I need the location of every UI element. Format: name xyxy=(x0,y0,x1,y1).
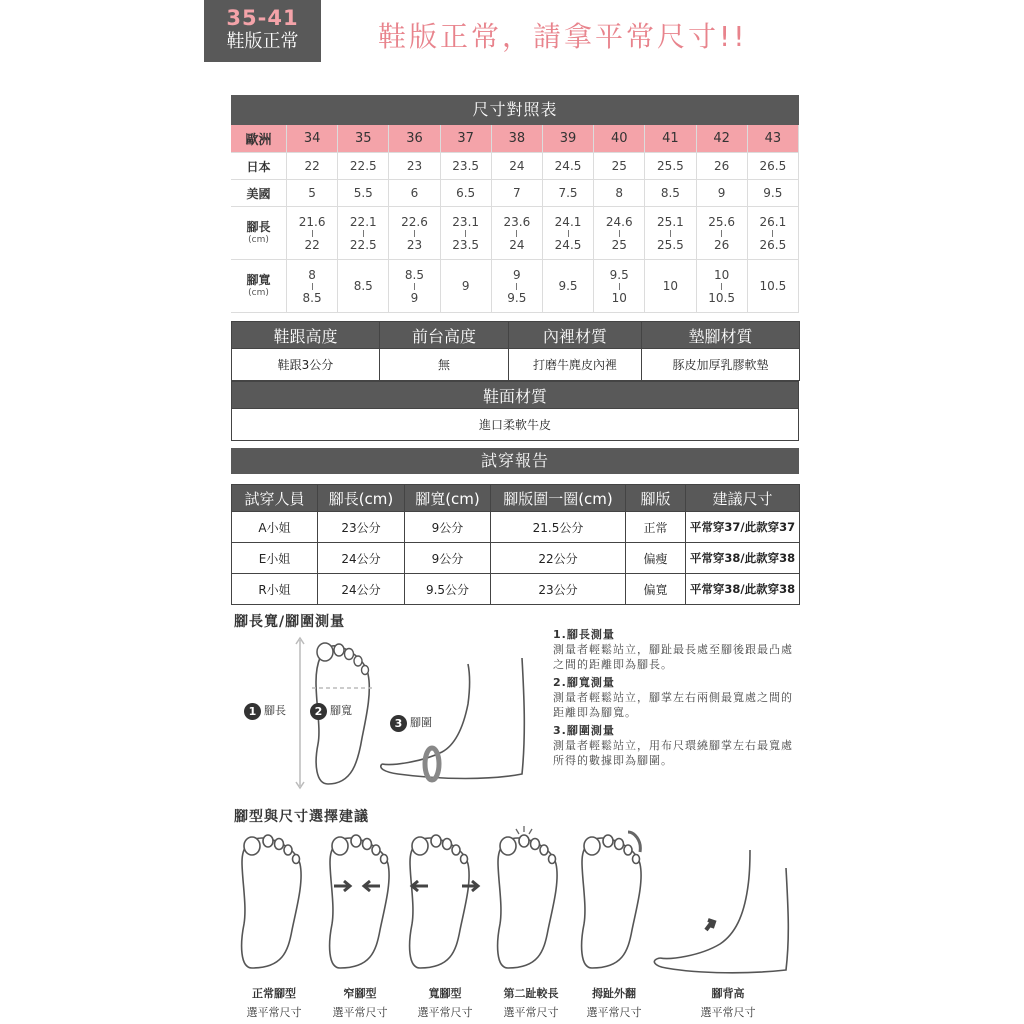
foot-type-advice: 選平常尺寸 xyxy=(586,1006,642,1019)
eu-cell: 36 xyxy=(389,125,440,153)
jp-cell: 22.5 xyxy=(338,153,389,180)
jp-cell: 24.5 xyxy=(542,153,593,180)
trial-header-length: 腳長(cm) xyxy=(318,485,405,512)
length-value: 24.5 xyxy=(554,237,582,252)
trial-length: 24公分 xyxy=(318,574,405,605)
foot-type-name: 窄腳型 xyxy=(343,987,377,1000)
us-cell: 8 xyxy=(594,180,645,207)
length-range xyxy=(697,215,747,252)
heel-height-value: 鞋跟3公分 xyxy=(232,349,380,381)
width-range xyxy=(338,279,388,293)
length-value: 24.1 xyxy=(554,214,582,229)
number-two-icon: 2 xyxy=(310,703,327,720)
length-cell xyxy=(594,207,645,260)
foot-type-high-instep xyxy=(683,984,773,1022)
length-cell xyxy=(389,207,440,260)
range-divider xyxy=(619,230,620,237)
length-cell xyxy=(440,207,491,260)
foot-type-narrow xyxy=(315,984,405,1022)
length-value: 26 xyxy=(713,237,730,252)
range-divider xyxy=(312,230,313,237)
width-range xyxy=(697,268,747,305)
marker-width-label: 腳寬 xyxy=(330,704,352,717)
us-cell: 9 xyxy=(696,180,747,207)
trial-width: 9公分 xyxy=(405,512,491,543)
length-range xyxy=(492,215,542,252)
length-value: 25.5 xyxy=(657,237,684,252)
trial-width: 9.5公分 xyxy=(405,574,491,605)
materials-value-row xyxy=(232,349,800,381)
trial-header-width: 腳寬(cm) xyxy=(405,485,491,512)
foot-type-bunion xyxy=(569,984,659,1022)
length-range xyxy=(594,215,644,252)
table-row xyxy=(232,574,800,605)
upper-material-value: 進口柔軟牛皮 xyxy=(232,409,799,441)
jp-cell: 26.5 xyxy=(747,153,798,180)
width-value: 10 xyxy=(662,279,679,293)
us-row xyxy=(231,180,799,207)
foot-type-name: 正常腳型 xyxy=(252,987,296,1000)
trial-foot-type: 正常 xyxy=(626,512,686,543)
width-value: 9 xyxy=(410,290,419,305)
length-cell xyxy=(645,207,696,260)
jp-cell: 25.5 xyxy=(645,153,696,180)
measure-title: 腳長寬/腳圍測量 xyxy=(234,614,346,630)
trial-header-girth: 腳版圍一圈(cm) xyxy=(491,485,626,512)
table-row xyxy=(232,512,800,543)
step-title: 2.腳寬測量 xyxy=(553,676,615,689)
foot-type-advice: 選平常尺寸 xyxy=(700,1006,756,1019)
step-desc: 測量者輕鬆站立，腳趾最長處至腳後跟最凸處之間的距離即為腳長。 xyxy=(553,643,793,671)
jp-label: 日本 xyxy=(231,153,287,180)
length-range xyxy=(748,215,798,252)
width-range xyxy=(389,268,439,305)
eu-cell: 41 xyxy=(645,125,696,153)
length-value: 21.6 xyxy=(298,214,326,229)
length-value: 26.5 xyxy=(759,237,787,252)
us-label: 美國 xyxy=(231,180,287,207)
eu-cell: 43 xyxy=(747,125,798,153)
width-cell xyxy=(747,260,798,313)
eu-cell: 42 xyxy=(696,125,747,153)
width-cell xyxy=(440,260,491,313)
us-cell: 6 xyxy=(389,180,440,207)
headline: 鞋版正常，請拿平常尺寸!! xyxy=(378,20,748,53)
trial-width: 9公分 xyxy=(405,543,491,574)
width-range xyxy=(594,268,644,305)
trial-report-table xyxy=(231,484,800,605)
length-cell xyxy=(747,207,798,260)
length-value: 24.6 xyxy=(605,214,633,229)
materials-table xyxy=(231,321,800,381)
us-cell: 9.5 xyxy=(747,180,798,207)
width-value: 9.5 xyxy=(558,279,578,293)
width-label-cell xyxy=(231,260,287,313)
foot-type-advice: 選平常尺寸 xyxy=(332,1006,388,1019)
trial-foot-type: 偏瘦 xyxy=(626,543,686,574)
width-value: 9 xyxy=(461,279,470,293)
width-range xyxy=(645,279,695,293)
measure-instructions xyxy=(553,624,803,768)
length-value: 23.6 xyxy=(503,214,531,229)
trial-suggestion: 平常穿37/此款穿37 xyxy=(686,512,800,543)
trial-girth: 22公分 xyxy=(491,543,626,574)
range-divider xyxy=(516,283,517,290)
marker-girth xyxy=(390,714,432,732)
range-divider xyxy=(619,283,620,290)
number-one-icon: 1 xyxy=(244,703,261,720)
width-value: 8 xyxy=(308,267,316,282)
width-value: 10 xyxy=(713,267,730,282)
range-divider xyxy=(568,230,569,237)
width-value: 10 xyxy=(611,290,627,305)
trial-girth: 21.5公分 xyxy=(491,512,626,543)
width-value: 10.5 xyxy=(759,279,787,293)
length-range xyxy=(287,215,337,252)
jp-cell: 23.5 xyxy=(440,153,491,180)
lining-value: 打磨牛麂皮內裡 xyxy=(509,349,642,381)
length-range xyxy=(441,215,491,252)
upper-material-table xyxy=(231,381,799,441)
us-cell: 7.5 xyxy=(542,180,593,207)
range-divider xyxy=(465,230,466,237)
length-unit: (cm) xyxy=(248,235,269,245)
length-cell xyxy=(491,207,542,260)
width-value: 10.5 xyxy=(708,290,735,305)
width-range xyxy=(748,279,798,293)
trial-foot-type: 偏寬 xyxy=(626,574,686,605)
length-value: 23.5 xyxy=(452,237,480,252)
jp-row xyxy=(231,153,799,180)
width-cell xyxy=(389,260,440,313)
trial-suggestion: 平常穿38/此款穿38 xyxy=(686,543,800,574)
size-range: 35-41 xyxy=(226,6,299,30)
length-range xyxy=(645,215,695,252)
length-cell xyxy=(338,207,389,260)
width-range xyxy=(492,268,542,305)
eu-label: 歐洲 xyxy=(231,125,287,153)
width-range xyxy=(543,279,593,293)
trial-person: E小姐 xyxy=(232,543,318,574)
width-cell xyxy=(594,260,645,313)
eu-cell: 38 xyxy=(491,125,542,153)
width-row xyxy=(231,260,799,313)
range-divider xyxy=(721,283,722,290)
step-title: 3.腳圍測量 xyxy=(553,724,615,737)
length-row xyxy=(231,207,799,260)
foot-types-title: 腳型與尺寸選擇建議 xyxy=(234,809,369,825)
foot-type-advice: 選平常尺寸 xyxy=(417,1006,473,1019)
width-label: 腳寬 xyxy=(246,273,271,287)
length-cell xyxy=(542,207,593,260)
length-label-cell xyxy=(231,207,287,260)
width-range xyxy=(287,268,337,305)
width-value: 9 xyxy=(513,267,521,282)
foot-type-second-toe xyxy=(486,984,576,1022)
width-cell xyxy=(645,260,696,313)
length-range xyxy=(338,215,388,252)
jp-cell: 23 xyxy=(389,153,440,180)
length-range xyxy=(389,215,439,252)
step-desc: 測量者輕鬆站立，用布尺環繞腳掌左右最寬處所得的數據即為腳圍。 xyxy=(553,739,793,767)
marker-length xyxy=(244,702,286,720)
us-cell: 8.5 xyxy=(645,180,696,207)
length-value: 26.1 xyxy=(759,214,787,229)
trial-header-person: 試穿人員 xyxy=(232,485,318,512)
table-row xyxy=(232,543,800,574)
trial-suggestion: 平常穿38/此款穿38 xyxy=(686,574,800,605)
width-value: 9.5 xyxy=(609,267,629,282)
platform-height-value: 無 xyxy=(380,349,509,381)
trial-person: A小姐 xyxy=(232,512,318,543)
range-divider xyxy=(772,230,773,237)
size-table-title: 尺寸對照表 xyxy=(231,95,799,125)
foot-type-advice: 選平常尺寸 xyxy=(246,1006,302,1019)
heel-height-header: 鞋跟高度 xyxy=(232,322,380,349)
width-cell xyxy=(338,260,389,313)
length-value: 25.6 xyxy=(708,214,735,229)
length-value: 23.1 xyxy=(452,214,480,229)
length-value: 22.5 xyxy=(349,237,377,252)
width-value: 9.5 xyxy=(507,290,527,305)
length-value: 25.1 xyxy=(657,214,684,229)
trial-length: 23公分 xyxy=(318,512,405,543)
range-divider xyxy=(670,230,671,237)
foot-types-illustration xyxy=(230,826,800,976)
foot-type-wide xyxy=(400,984,490,1022)
foot-type-name: 腳背高 xyxy=(711,987,745,1000)
length-value: 23 xyxy=(406,237,423,252)
trial-person: R小姐 xyxy=(232,574,318,605)
upper-material-header: 鞋面材質 xyxy=(232,382,799,409)
eu-cell: 37 xyxy=(440,125,491,153)
trial-girth: 23公分 xyxy=(491,574,626,605)
width-cell xyxy=(696,260,747,313)
length-value: 22 xyxy=(304,237,320,252)
range-divider xyxy=(312,283,313,290)
insole-header: 墊腳材質 xyxy=(642,322,800,349)
platform-height-header: 前台高度 xyxy=(380,322,509,349)
us-cell: 6.5 xyxy=(440,180,491,207)
width-cell xyxy=(287,260,338,313)
insole-value: 豚皮加厚乳膠軟墊 xyxy=(642,349,800,381)
eu-cell: 34 xyxy=(287,125,338,153)
width-value: 8.5 xyxy=(302,290,322,305)
length-value: 25 xyxy=(611,237,627,252)
foot-type-name: 第二趾較長 xyxy=(503,987,559,1000)
us-cell: 5 xyxy=(287,180,338,207)
marker-length-label: 腳長 xyxy=(264,704,286,717)
range-divider xyxy=(721,230,722,237)
eu-cell: 39 xyxy=(542,125,593,153)
jp-cell: 26 xyxy=(696,153,747,180)
trial-header-foot-type: 腳版 xyxy=(626,485,686,512)
width-unit: (cm) xyxy=(248,288,269,298)
jp-cell: 24 xyxy=(491,153,542,180)
step-desc: 測量者輕鬆站立，腳掌左右兩側最寬處之間的距離即為腳寬。 xyxy=(553,691,793,719)
trial-report-title: 試穿報告 xyxy=(231,448,799,474)
length-value: 22.6 xyxy=(401,214,428,229)
fit-label: 鞋版正常 xyxy=(226,31,299,52)
size-table xyxy=(231,125,799,313)
length-cell xyxy=(287,207,338,260)
foot-type-normal xyxy=(229,984,319,1022)
us-cell: 7 xyxy=(491,180,542,207)
range-divider xyxy=(516,230,517,237)
trial-header-suggestion: 建議尺寸 xyxy=(686,485,800,512)
lining-header: 內裡材質 xyxy=(509,322,642,349)
foot-type-advice: 選平常尺寸 xyxy=(503,1006,559,1019)
width-range xyxy=(441,279,491,293)
trial-header-row xyxy=(232,485,800,512)
width-cell xyxy=(491,260,542,313)
length-cell xyxy=(696,207,747,260)
width-value: 8.5 xyxy=(353,279,373,293)
length-value: 24 xyxy=(509,237,525,252)
foot-type-name: 拇趾外翻 xyxy=(592,987,636,1000)
width-value: 8.5 xyxy=(404,267,425,282)
trial-length: 24公分 xyxy=(318,543,405,574)
length-label: 腳長 xyxy=(246,220,271,234)
range-divider xyxy=(363,230,364,237)
number-three-icon: 3 xyxy=(390,715,407,732)
jp-cell: 25 xyxy=(594,153,645,180)
jp-cell: 22 xyxy=(287,153,338,180)
length-range xyxy=(543,215,593,252)
foot-type-name: 寬腳型 xyxy=(428,987,462,1000)
us-cell: 5.5 xyxy=(338,180,389,207)
eu-row xyxy=(231,125,799,153)
range-divider xyxy=(414,230,415,237)
materials-header-row xyxy=(232,322,800,349)
eu-cell: 35 xyxy=(338,125,389,153)
marker-width xyxy=(310,702,352,720)
marker-girth-label: 腳圍 xyxy=(410,716,432,729)
size-range-badge xyxy=(204,0,321,62)
width-cell xyxy=(542,260,593,313)
range-divider xyxy=(414,283,415,290)
length-value: 22.1 xyxy=(349,214,377,229)
step-title: 1.腳長測量 xyxy=(553,628,615,641)
eu-cell: 40 xyxy=(594,125,645,153)
